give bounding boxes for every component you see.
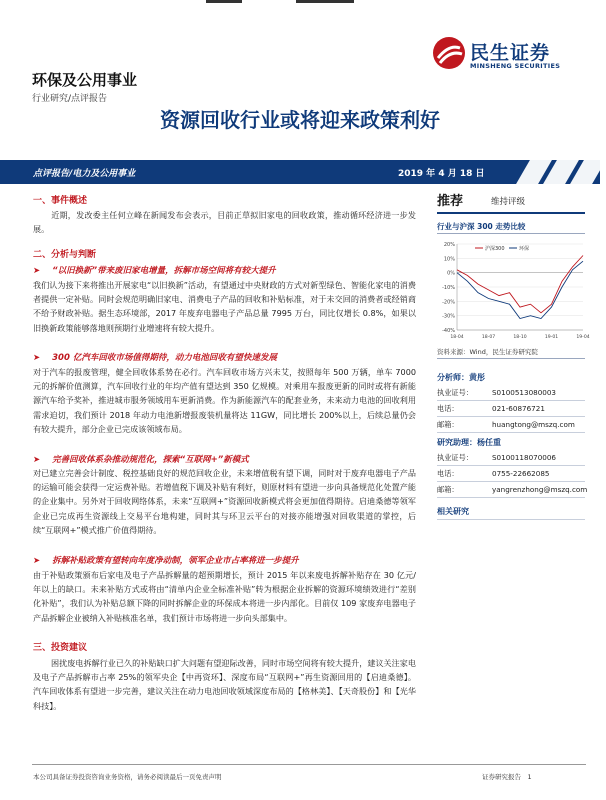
header-band — [0, 160, 600, 184]
assistant-row — [437, 467, 585, 482]
subheading — [33, 453, 249, 465]
paragraph-text: 困扰废电拆解行业已久的补贴缺口扩大问题有望迎际改善，同时市场空间将有较大提升，建议关注家电及电子产品拆解市占率 25%的领军央企【中再资环】、深度布局“互联网+”再生资源回用的【启迪桑德】。汽车回收体系有望进一步完善，建议关注在动力电池回收领域深度布局的【格林美】、【天奇股份】和【光华科技】。 — [33, 658, 416, 711]
x-tick-label: 18-04 — [450, 335, 464, 340]
row-key: 邮箱： — [437, 420, 459, 429]
footer-rule — [32, 764, 586, 765]
chart-title: 行业与沪深 300 走势比较 — [437, 222, 526, 231]
analyst-row — [437, 418, 585, 433]
recommendation: 推荐 — [437, 194, 464, 209]
divider — [437, 233, 585, 234]
row-key: 邮箱： — [437, 485, 459, 494]
row-key: 电话： — [437, 469, 459, 478]
subheading-text: 300 亿汽车回收市场值得期待，动力电池回收有望快速发展 — [52, 353, 277, 363]
subheading — [33, 264, 276, 276]
section-heading: 二、分析与判断 — [33, 250, 97, 260]
footer-disclaimer: 本公司具备证券投资咨询业务资格，请务必阅读最后一页免责声明 — [33, 773, 222, 781]
y-tick-label: 10% — [443, 256, 455, 263]
y-tick-label: -20% — [442, 299, 455, 306]
paragraph: 我们认为接下来将推出开展家电“以旧换新”活动，有望通过中央财政的方式对新型绿色、智能化家电的消费者提供一定补贴。同时会规范明确旧家电、消费电子产品的回收和补贴标准，对于未交回的消费者或经销商不给予财政补贴。据生态环境部，2017 年废弃电器电子产品总量 7995 万台，同比仅增长 0.8%，如果以旧换新政策能够落地则预期行业增速将有较大提升。 — [33, 280, 416, 333]
related-research-heading: 相关研究 — [437, 507, 469, 516]
assistant-row — [437, 451, 585, 466]
legend-label: 环保 — [519, 246, 530, 252]
subheading — [33, 554, 299, 566]
paragraph — [33, 656, 416, 713]
x-tick-label: 19-04 — [576, 335, 590, 340]
subheading-text: 拆解补贴政策有望转向年度净动制，领军企业市占率将进一步提升 — [52, 556, 299, 566]
sector-label: 环保及公用事业 — [32, 71, 138, 89]
legend-label: 沪深300 — [485, 246, 505, 252]
company-logo — [432, 36, 582, 76]
analyst-row — [437, 402, 585, 417]
row-value: S0100118070006 — [492, 453, 557, 462]
top-rule — [0, 0, 600, 8]
y-tick-label: -40% — [442, 328, 455, 334]
arrow-icon: ➤ — [33, 455, 41, 465]
subheading — [33, 351, 277, 363]
chart-source: 资料来源：Wind，民生证券研究院 — [437, 348, 538, 356]
email-link[interactable]: huangtong@mszq.com — [492, 420, 575, 429]
paragraph — [33, 208, 416, 236]
arrow-icon: ➤ — [33, 266, 41, 276]
band-category: 点评报告/电力及公用事业 — [33, 169, 136, 179]
logo-text-cn: 民生证券 — [470, 42, 551, 64]
report-type: 行业研究/点评报告 — [32, 94, 108, 104]
trend-chart — [437, 238, 590, 346]
y-tick-label: -30% — [442, 313, 455, 320]
series-line-industry — [457, 261, 583, 318]
row-value: 021-60876721 — [492, 404, 545, 413]
row-value: 0755-22662085 — [492, 469, 550, 478]
x-tick-label: 18-07 — [481, 335, 496, 340]
paragraph-text: 近期，发改委主任何立峰在新闻发布会表示，目前正草拟旧家电的回收政策，推动循环经济进一步发展。 — [33, 210, 416, 235]
divider — [437, 519, 585, 520]
row-key: 电话： — [437, 404, 459, 413]
assistant-name: 研究助理：杨任重 — [437, 438, 501, 447]
row-key: 执业证号： — [437, 453, 473, 462]
y-tick-label: -10% — [442, 285, 455, 291]
section-heading: 一、事件概述 — [33, 196, 88, 206]
divider — [437, 212, 585, 214]
section-heading: 三、投资建议 — [33, 643, 88, 653]
arrow-icon: ➤ — [33, 556, 41, 566]
subheading-text: 完善回收体系杂推动规范化，探索“互联网+”新模式 — [52, 455, 249, 465]
x-tick-label: 19-01 — [544, 335, 559, 340]
y-tick-label: 0% — [447, 270, 455, 277]
subheading-text: “以旧换新”带来废旧家电增量，拆解市场空间将有较大提升 — [52, 266, 276, 276]
paragraph: 由于补贴政策颁布后家电及电子产品拆解量的超预期增长，预计 2015 年以来废电拆解补贴存在 30 亿元/年以上的缺口。未来补贴方式或将由“清单内企业全标准补贴”转为根据企业拆解的资源环境绩效进行“差别化补贴”，我们认为补贴总额下降的同时拆解企业的环保成本将进一步内部化。目前仅 109 家废弃电器电子产品拆解企业被纳入补贴核准名单，我们预计市场将进一步向头部集中。 — [33, 570, 416, 623]
email-link[interactable]: yangrenzhong@mszq.com — [492, 485, 588, 494]
row-key: 执业证号： — [437, 388, 473, 397]
row-value: S0100513080003 — [492, 388, 557, 397]
report-date: 2019 年 4 月 18 日 — [398, 169, 485, 179]
analyst-name: 分析师：黄彤 — [437, 373, 485, 382]
rating: 维持评级 — [491, 197, 526, 207]
paragraph: 对已建立完善会计制度、税控基础良好的规范回收企业，未来增值税有望下调，同时对于废弃电器电子产品的运输可能会获得一定运费补贴。若增值税下调及补贴有利好，则原材料有望进一步向具备规范化处置产能的企业集中。另外对于回收网络体系，未来“互联网+”资源回收新模式将会更加值得期待。启迪桑德等领军企业已完成再生资源线上交易平台地构建，同时其与环卫云平台的对接亦能增强对回收渠道的掌控，后续“互联网+”模式推广价值得期待。 — [33, 468, 416, 535]
analyst-row — [437, 386, 585, 401]
arrow-icon: ➤ — [33, 353, 41, 363]
x-tick-label: 18-10 — [513, 335, 527, 340]
page-number: 证券研究报告 1 — [482, 773, 532, 781]
logo-text-en: MINSHENG SECURITIES — [470, 62, 561, 70]
assistant-row — [437, 483, 588, 498]
page-title: 资源回收行业或将迎来政策利好 — [160, 108, 440, 132]
divider — [437, 358, 585, 359]
logo-mark-icon — [432, 36, 466, 70]
paragraph: 对于汽车的报废管理，健全回收体系势在必行。汽车回收市场方兴未艾，按照每年 500 万辆，单车 7000 元的拆解价值测算，汽车回收行业的年均产值有望达到 350 亿规模。对乘用车报废更新的同时或将有新能源汽车给予奖补，推进城市服务领域用车更新消费。作为新能源汽车的配套业务，未来动力电池的回收利用需求迫切，我们预计 2018 年动力电池新增报废装机量将达 11GW，同比增长 200%以上，后续总量仍会有较大提升，部分企业已完成该领域布局。 — [33, 367, 416, 434]
y-tick-label: 20% — [443, 242, 455, 248]
